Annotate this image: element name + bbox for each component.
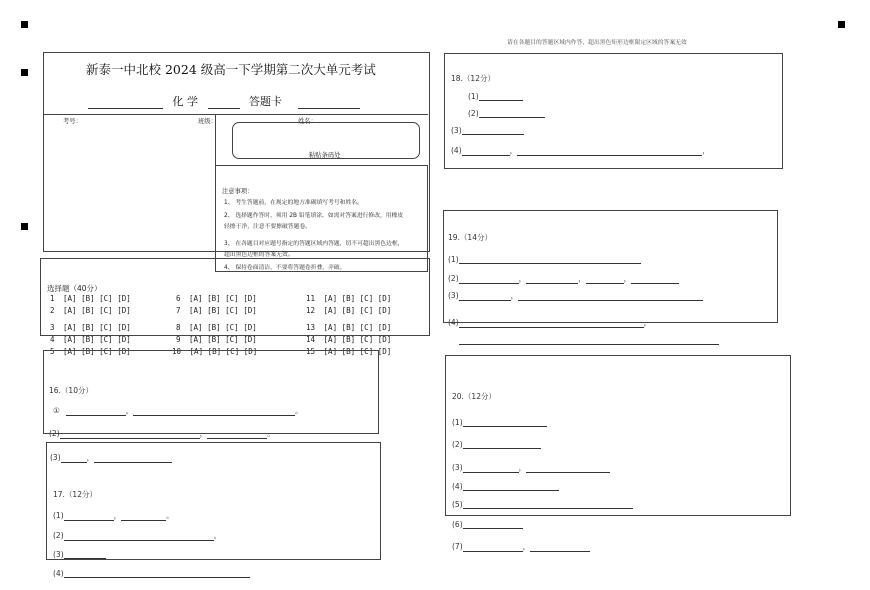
question-number: 15 — [306, 347, 316, 356]
q16-line-1: ① ， 。 — [53, 406, 303, 415]
q20-line-3: (3) ， — [452, 462, 610, 473]
option-bubbles[interactable]: [A] [B] [C] [D] — [63, 294, 131, 303]
alignment-marker — [21, 69, 28, 76]
answer-blank[interactable] — [463, 500, 633, 509]
barcode-label: 粘贴条码处 — [309, 152, 341, 159]
choice-row — [176, 335, 257, 344]
answer-blank[interactable] — [64, 569, 250, 578]
option-bubbles[interactable]: [A] [B] [C] [D] — [63, 335, 131, 344]
answer-blank[interactable] — [459, 275, 519, 284]
answer-blank[interactable] — [526, 464, 610, 473]
option-bubbles[interactable]: [A] [B] [C] [D] — [189, 306, 257, 315]
q20-line-1: (1) — [452, 418, 547, 427]
answer-blank[interactable] — [133, 407, 295, 416]
q19-line-1: (1) — [448, 255, 641, 264]
q19-line-3: (3) ， — [448, 290, 703, 301]
q16-box — [43, 350, 379, 434]
question-number: 7 — [176, 306, 181, 315]
question-number: 10 — [172, 347, 182, 356]
q17-line-3: (3) — [53, 550, 106, 559]
choice-row — [50, 335, 131, 344]
alignment-marker — [21, 223, 28, 230]
choice-row — [176, 306, 257, 315]
question-number: 5 — [50, 347, 55, 356]
answer-blank[interactable] — [94, 454, 120, 463]
option-bubbles[interactable]: [A] [B] [C] [D] — [323, 323, 392, 332]
q16-line-2: (2) ， 。 — [49, 429, 275, 438]
choice-row — [306, 335, 391, 344]
choice-row — [50, 306, 131, 315]
q19-box — [443, 210, 778, 323]
q17-line-4: (4) — [53, 569, 250, 578]
answer-blank[interactable] — [479, 92, 523, 101]
question-number: 13 — [306, 323, 316, 332]
question-number: 9 — [176, 335, 181, 344]
option-bubbles[interactable]: [A] [B] [C] [D] — [323, 335, 392, 344]
choice-row — [50, 323, 131, 332]
answer-blank[interactable] — [66, 407, 126, 416]
exam-no-label: 考号： — [63, 118, 82, 125]
answer-blank[interactable] — [479, 109, 545, 118]
card-label: 答题卡 — [249, 95, 282, 108]
q16-heading: 16.（10分） — [49, 386, 93, 395]
header-notice: 请在各题目的答题区域内作答，超出黑色矩形边框限定区域的答案无效 — [507, 40, 687, 46]
answer-blank[interactable] — [530, 543, 590, 552]
question-number: 6 — [176, 294, 181, 303]
answer-blank[interactable] — [64, 512, 114, 521]
answer-blank[interactable] — [459, 344, 719, 345]
answer-blank[interactable] — [463, 482, 559, 491]
question-number: 1 — [50, 294, 55, 303]
choice-row — [306, 323, 391, 332]
answer-blank[interactable] — [463, 440, 541, 449]
question-number: 11 — [306, 294, 316, 303]
answer-blank[interactable] — [207, 430, 267, 439]
answer-blank[interactable] — [64, 532, 214, 541]
q20-box — [445, 355, 791, 516]
answer-blank[interactable] — [518, 292, 703, 301]
question-number: 14 — [306, 335, 316, 344]
answer-blank[interactable] — [60, 430, 200, 439]
choice-row — [306, 294, 391, 303]
q19-line-2: (2) ， ， ， — [448, 273, 679, 284]
q18-heading: 18.（12分） — [451, 74, 495, 83]
choice-row — [176, 294, 257, 303]
answer-blank[interactable] — [463, 418, 547, 427]
choice-row — [306, 306, 391, 315]
q17-line-2: (2) 。 — [53, 531, 222, 540]
note-item: 2、 选择题作答时，须用 2B 铅笔填涂，如需对答案进行修改，用橡皮 — [224, 213, 404, 219]
option-bubbles[interactable]: [A] [B] [C] [D] — [189, 323, 257, 332]
question-number: 3 — [50, 323, 55, 332]
q20-line-2: (2) — [452, 440, 541, 449]
q20-line-4: (4) — [452, 482, 559, 491]
question-number: 8 — [176, 323, 181, 332]
option-bubbles[interactable]: [A] [B] [C] [D] — [189, 294, 257, 303]
answer-blank[interactable] — [459, 319, 644, 328]
answer-blank[interactable] — [463, 543, 523, 552]
q18-line-3: (3) — [451, 126, 524, 135]
subject-line — [88, 93, 360, 109]
name-label: 姓名： — [298, 118, 317, 125]
question-number: 4 — [50, 335, 55, 344]
q17-line-1: (1) ， 。 — [53, 511, 174, 520]
q20-line-6: (6) — [452, 520, 523, 529]
q16-line-3: (3) ， — [50, 452, 172, 463]
answer-blank[interactable] — [586, 275, 624, 284]
answer-blank[interactable] — [121, 512, 166, 521]
q19-heading: 19.（14分） — [448, 233, 492, 242]
answer-blank[interactable] — [462, 147, 510, 156]
answer-blank[interactable] — [459, 292, 511, 301]
question-number: 2 — [50, 306, 55, 315]
answer-blank[interactable] — [459, 255, 641, 264]
option-bubbles[interactable]: [A] [B] [C] [D] — [189, 335, 257, 344]
note-item: 轻擦干净，注意不要擦破答题卷。 — [224, 224, 311, 230]
choice-heading: 选择题（40分） — [47, 284, 102, 293]
subject-name: 化 学 — [172, 95, 198, 108]
q20-line-5: (5) — [452, 500, 633, 509]
q17-heading: 17.（12分） — [53, 490, 97, 499]
answer-blank[interactable] — [462, 126, 524, 135]
option-bubbles[interactable]: [A] [B] [C] [D] — [63, 306, 131, 315]
option-bubbles[interactable]: [A] [B] [C] [D] — [323, 306, 392, 315]
q20-line-7: (7) ， — [452, 541, 590, 552]
answer-blank[interactable] — [463, 520, 523, 529]
option-bubbles[interactable]: [A] [B] [C] [D] — [323, 347, 392, 356]
option-bubbles[interactable]: [A] [B] [C] [D] — [189, 347, 258, 356]
option-bubbles[interactable]: [A] [B] [C] [D] — [63, 323, 131, 332]
note-item: 超出黑色边框的答案无效。 — [224, 252, 294, 258]
q18-line-2: (2) — [468, 109, 545, 118]
note-item: 1、 考生答题前，在规定的地方准确填写考号和姓名。 — [224, 200, 363, 206]
note-item: 3、 在各题目对应题号指定的答题区域内答题，切不可超出黑色边框， — [224, 241, 404, 247]
answer-blank[interactable] — [517, 147, 702, 156]
question-number: 12 — [306, 306, 316, 315]
q19-line-4: (4) ， — [448, 318, 652, 327]
answer-blank[interactable] — [64, 550, 106, 559]
notes-heading: 注意事项： — [222, 188, 254, 195]
answer-blank[interactable] — [120, 454, 172, 463]
alignment-marker — [21, 21, 28, 28]
option-bubbles[interactable]: [A] [B] [C] [D] — [63, 347, 131, 356]
choice-row — [176, 323, 257, 332]
header-divider — [43, 114, 428, 115]
note-item: 4、 保持卷面清洁，不要将答题卷折叠，弄破。 — [224, 265, 346, 271]
alignment-marker — [838, 21, 845, 28]
choice-row — [50, 294, 131, 303]
answer-blank[interactable] — [463, 464, 519, 473]
answer-blank[interactable] — [526, 275, 578, 284]
answer-blank[interactable] — [631, 275, 679, 284]
answer-blank[interactable] — [61, 454, 87, 463]
class-label: 班级： — [198, 118, 217, 125]
q18-line-1: (1) — [468, 92, 523, 101]
exam-title: 新泰一中北校 2024 级高一下学期第二次大单元考试 — [86, 62, 376, 77]
option-bubbles[interactable]: [A] [B] [C] [D] — [323, 294, 392, 303]
q20-heading: 20.（12分） — [452, 392, 496, 401]
q18-line-4: (4) ， ， — [451, 146, 710, 155]
